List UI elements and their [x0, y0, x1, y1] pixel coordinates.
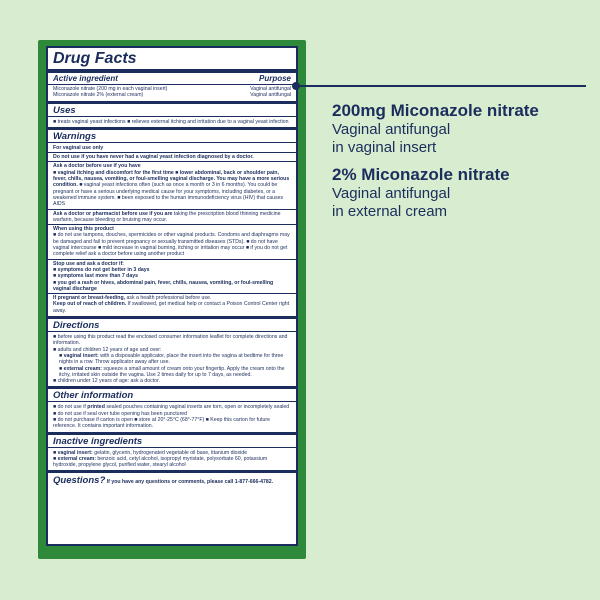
other-info-item: ■ do not use if printed sealed pouches containing vaginal inserts are torn, open or incompletely sealed ■ do not use if seal over tube opening has been punctured [53, 404, 290, 417]
callout-heading: 2% Miconazole nitrate [332, 165, 510, 184]
ingredient-purpose: Vaginal antifungal [250, 92, 291, 99]
stop-use-item: ■ you get a rash or hives, abdominal pain, fever, chills, nausea, vomiting, or foul-smelling vaginal discharge [53, 279, 274, 292]
questions-text: If you have any questions or comments, please call 1-877-666-4782. [105, 479, 274, 486]
callout-line: in vaginal insert [332, 139, 437, 156]
direction-rest: with a disposable applicator, place the insert into the vagina at bedtime for three nights in a row. Throw applicator away after use. [59, 352, 284, 366]
leader-line [296, 85, 586, 87]
uses-text: ■ treats vaginal yeast infections ■ relieves external itching and irritation due to a vaginal yeast infection [53, 118, 289, 125]
ask-doctor-bold: ■ vaginal itching and discomfort for the first time ■ lower abdominal, back or shoulder pain, fever, chills, nausea, vomiting, or foul-smelling vaginal discharge. You may have a more serious condition. [53, 169, 290, 189]
keep-away-children [53, 301, 291, 314]
drug-facts-panel [38, 40, 306, 559]
inactive-item: ■ vaginal insert: gelatin, glycerin, hydrogenated vegetable oil base, titanium dioxide [53, 449, 248, 456]
callout-insert [332, 101, 582, 157]
warnings-title: Warnings [48, 131, 296, 143]
direction-item [53, 353, 291, 366]
purpose-header: Purpose [258, 74, 291, 83]
direction-item [53, 366, 291, 379]
direction-item: ■ before using this product read the enclosed consumer information leaflet for complete directions and information. [53, 334, 288, 347]
when-using-header: When using this product [53, 226, 114, 233]
active-ingredient-header: Active ingredient [53, 74, 118, 83]
direction-item: ■ adults and children 12 years of age and over: [53, 346, 162, 353]
pharmacist-bold: Ask a doctor or pharmacist before use if you are [53, 210, 173, 217]
questions-section [48, 473, 296, 488]
warning-vaginal-use: For vaginal use only [53, 144, 104, 151]
ask-doctor-rest: ■ vaginal yeast infections often (such as once a month or 3 in 6 months). You could be pregnant or have a serious underlying medical cause for your symptoms, including diabetes, or a weakened immune system. ■ been exposed to the human immunodeficiency virus (HIV) that causes AIDS [53, 182, 284, 208]
children-bold: Keep out of reach of children. [53, 301, 127, 308]
pharmacist-rest: taking the prescription blood thinning medicine warfarin, because bleeding or bruising may occur. [53, 210, 281, 223]
callout-line: Vaginal antifungal [332, 185, 451, 202]
warnings-section [48, 130, 296, 319]
directions-title: Directions [48, 320, 296, 332]
direction-bold: ■ vaginal insert: [59, 352, 99, 359]
warning-when-using [48, 224, 296, 257]
ingredient-row [53, 92, 291, 98]
callout-cream [332, 165, 582, 221]
inactive-ingredients-title: Inactive ingredients [48, 436, 296, 448]
pregnant-rest: ask a health professional before use. [125, 295, 212, 302]
warning-stop-use [48, 259, 296, 292]
stop-use-item: ■ symptoms do not get better in 3 days [53, 266, 150, 273]
stop-use-header: Stop use and ask a doctor if: [53, 260, 124, 267]
direction-item: ■ children under 12 years of age: ask a doctor. [53, 378, 160, 385]
other-information-section [48, 389, 296, 434]
drug-facts-title: Drug Facts [48, 48, 296, 73]
children-rest: If swallowed, get medical help or contact a Poison Control Center right away. [53, 301, 290, 314]
stop-use-item: ■ symptoms last more than 7 days [53, 273, 139, 280]
directions-section [48, 319, 296, 389]
pregnant-bold: If pregnant or breast-feeding, [53, 295, 126, 302]
callout-line: Vaginal antifungal [332, 121, 451, 138]
ask-doctor-header: Ask a doctor before use if you have [53, 163, 141, 170]
ingredient-purpose: Vaginal antifungal [250, 86, 291, 92]
questions-title: Questions? [53, 475, 106, 487]
warning-do-not-use: Do not use if you have never had a vaginal yeast infection diagnosed by a doctor. [48, 152, 296, 160]
uses-section [48, 104, 296, 130]
ingredient-name: Miconazole nitrate (200 mg in each vaginal insert) [53, 86, 168, 92]
callout-heading: 200mg Miconazole nitrate [332, 101, 539, 120]
direction-rest: squeeze a small amount of cream onto your fingertip. Apply the cream onto the itchy, irritated skin outside the vagina. Use 2 times daily for up to 7 days, as needed. [59, 365, 285, 378]
when-using-text: ■ do not use tampons, douches, spermicides or other vaginal products. Condoms and diaphragms may be damaged and fail to prevent pregnancy or sexually transmitted diseases (STDs). ■ do not have vaginal intercourse ■ mild increase in vaginal burning, itching or irritation may occur ■ if you do not get complete relief ask a doctor before using another product [53, 232, 290, 258]
inactive-item: ■ external cream: benzoic acid, cetyl alcohol, isopropyl myristate, polysorbate 60, potassium hydroxide, propylene glycol, purified water, stearyl alcohol [53, 455, 268, 469]
warning-pharmacist [48, 209, 296, 224]
uses-title: Uses [48, 105, 296, 117]
other-information-title: Other information [48, 390, 296, 402]
drug-facts-label [46, 46, 298, 546]
warning-ask-doctor [48, 161, 296, 207]
warning-pregnant [48, 293, 296, 314]
other-info-item: ■ do not purchase if carton is open ■ store at 20°-25°C (68°-77°F) ■ Keep this carton for future reference. It contains important information. [53, 416, 270, 430]
direction-bold: ■ external cream: [59, 365, 102, 372]
inactive-ingredients-section [48, 435, 296, 474]
callout-line: in external cream [332, 203, 448, 220]
active-ingredient-section [48, 73, 296, 104]
ingredient-name: Miconazole nitrate 2% (external cream) [53, 92, 144, 99]
